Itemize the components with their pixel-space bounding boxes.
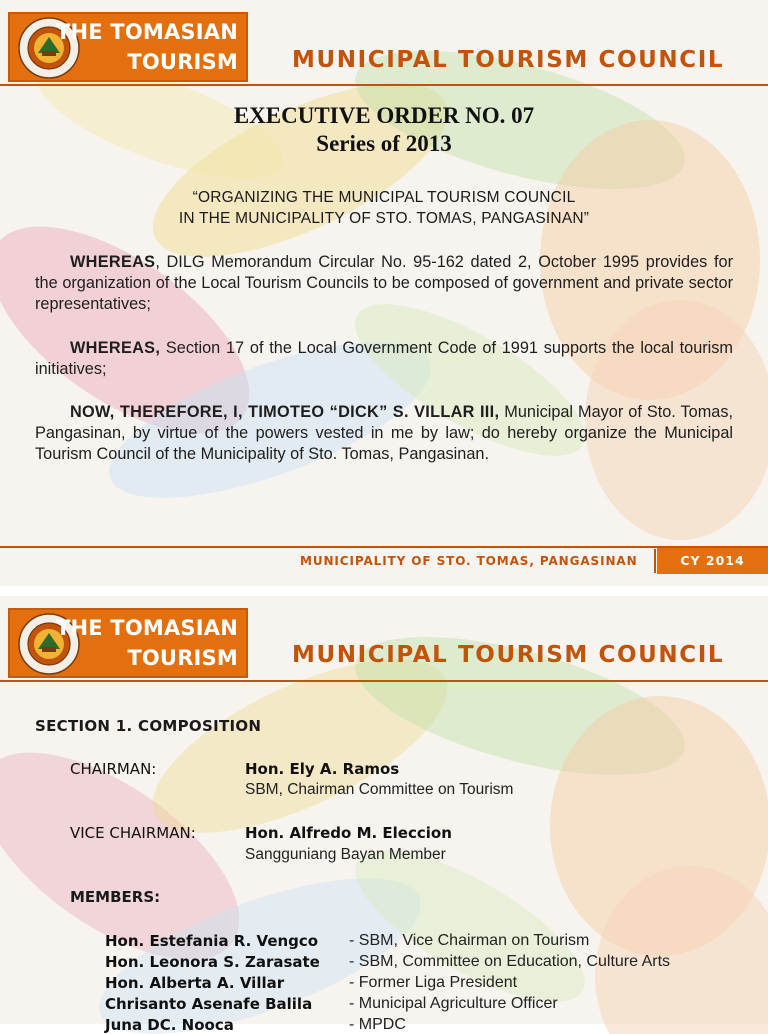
members-label: MEMBERS: <box>70 888 161 906</box>
whereas-paragraph-2 <box>35 338 733 380</box>
brand-logo-box <box>8 12 248 82</box>
header-divider <box>0 680 768 682</box>
footer-municipality: MUNICIPALITY OF STO. TOMAS, PANGASINAN <box>300 554 638 568</box>
member-name: Chrisanto Asenafe Balila <box>105 995 313 1013</box>
now-therefore-lead: NOW, THEREFORE, I, TIMOTEO “DICK” S. VILLAR III, <box>70 403 500 421</box>
member-role: - SBM, Vice Chairman on Tourism <box>349 932 590 949</box>
whereas-lead-2: WHEREAS, <box>70 339 161 357</box>
member-role: - Former Liga President <box>349 974 518 991</box>
chairman-description: SBM, Chairman Committee on Tourism <box>245 781 514 798</box>
brand-line-2: TOURISM <box>127 646 238 670</box>
section-heading: SECTION 1. COMPOSITION <box>35 717 262 735</box>
whereas-lead-1: WHEREAS <box>70 253 156 271</box>
brand-logo-box <box>8 608 248 678</box>
chairman-name: Hon. Ely A. Ramos <box>245 760 400 778</box>
brand-line-1: THE TOMASIAN <box>55 616 238 640</box>
vice-chairman-name: Hon. Alfredo M. Eleccion <box>245 824 452 842</box>
order-title: EXECUTIVE ORDER NO. 07 <box>233 103 535 128</box>
order-series: Series of 2013 <box>316 131 452 156</box>
chairman-label: CHAIRMAN: <box>70 760 157 778</box>
footer-divider <box>0 546 768 548</box>
whereas-paragraph-1 <box>35 252 733 315</box>
header-title: MUNICIPAL TOURISM COUNCIL <box>292 642 725 668</box>
header-title: MUNICIPAL TOURISM COUNCIL <box>292 47 725 73</box>
member-name: Hon. Estefania R. Vengco <box>105 932 319 950</box>
brand-line-2: TOURISM <box>127 50 238 74</box>
order-subject-line-2: IN THE MUNICIPALITY OF STO. TOMAS, PANGASINAN” <box>178 210 590 227</box>
vice-chairman-description: Sangguniang Bayan Member <box>245 846 446 863</box>
header-divider <box>0 84 768 86</box>
now-therefore-text: Municipal Mayor of Sto. Tomas, Pangasinan, by virtue of the powers vested in me by law; do hereby organize the Municipal Tourism Council of the Municipality of Sto. Tomas, Pangasinan. <box>35 403 733 463</box>
member-role: - Municipal Agriculture Officer <box>349 995 558 1012</box>
footer-separator <box>654 549 656 573</box>
whereas-text-2: Section 17 of the Local Government Code of 1991 supports the local tourism initiatives; <box>35 339 733 378</box>
member-role: - SBM, Committee on Education, Culture Arts <box>349 953 671 970</box>
slide-composition <box>0 596 768 1034</box>
member-name: Hon. Alberta A. Villar <box>105 974 285 992</box>
member-role: - MPDC <box>349 1016 406 1033</box>
brand-line-1: THE TOMASIAN <box>55 20 238 44</box>
member-name: Juna DC. Nooca <box>105 1016 234 1034</box>
member-name: Hon. Leonora S. Zarasate <box>105 953 320 971</box>
order-subject-line-1: “ORGANIZING THE MUNICIPAL TOURISM COUNCIL <box>192 189 576 206</box>
now-therefore-paragraph <box>35 402 733 465</box>
whereas-text-1: , DILG Memorandum Circular No. 95-162 dated 2, October 1995 provides for the organization of the Local Tourism Councils to be composed of government and private sector representatives; <box>35 253 733 313</box>
footer-calendar-year: CY 2014 <box>657 548 768 574</box>
vice-chairman-label: VICE CHAIRMAN: <box>70 824 196 842</box>
